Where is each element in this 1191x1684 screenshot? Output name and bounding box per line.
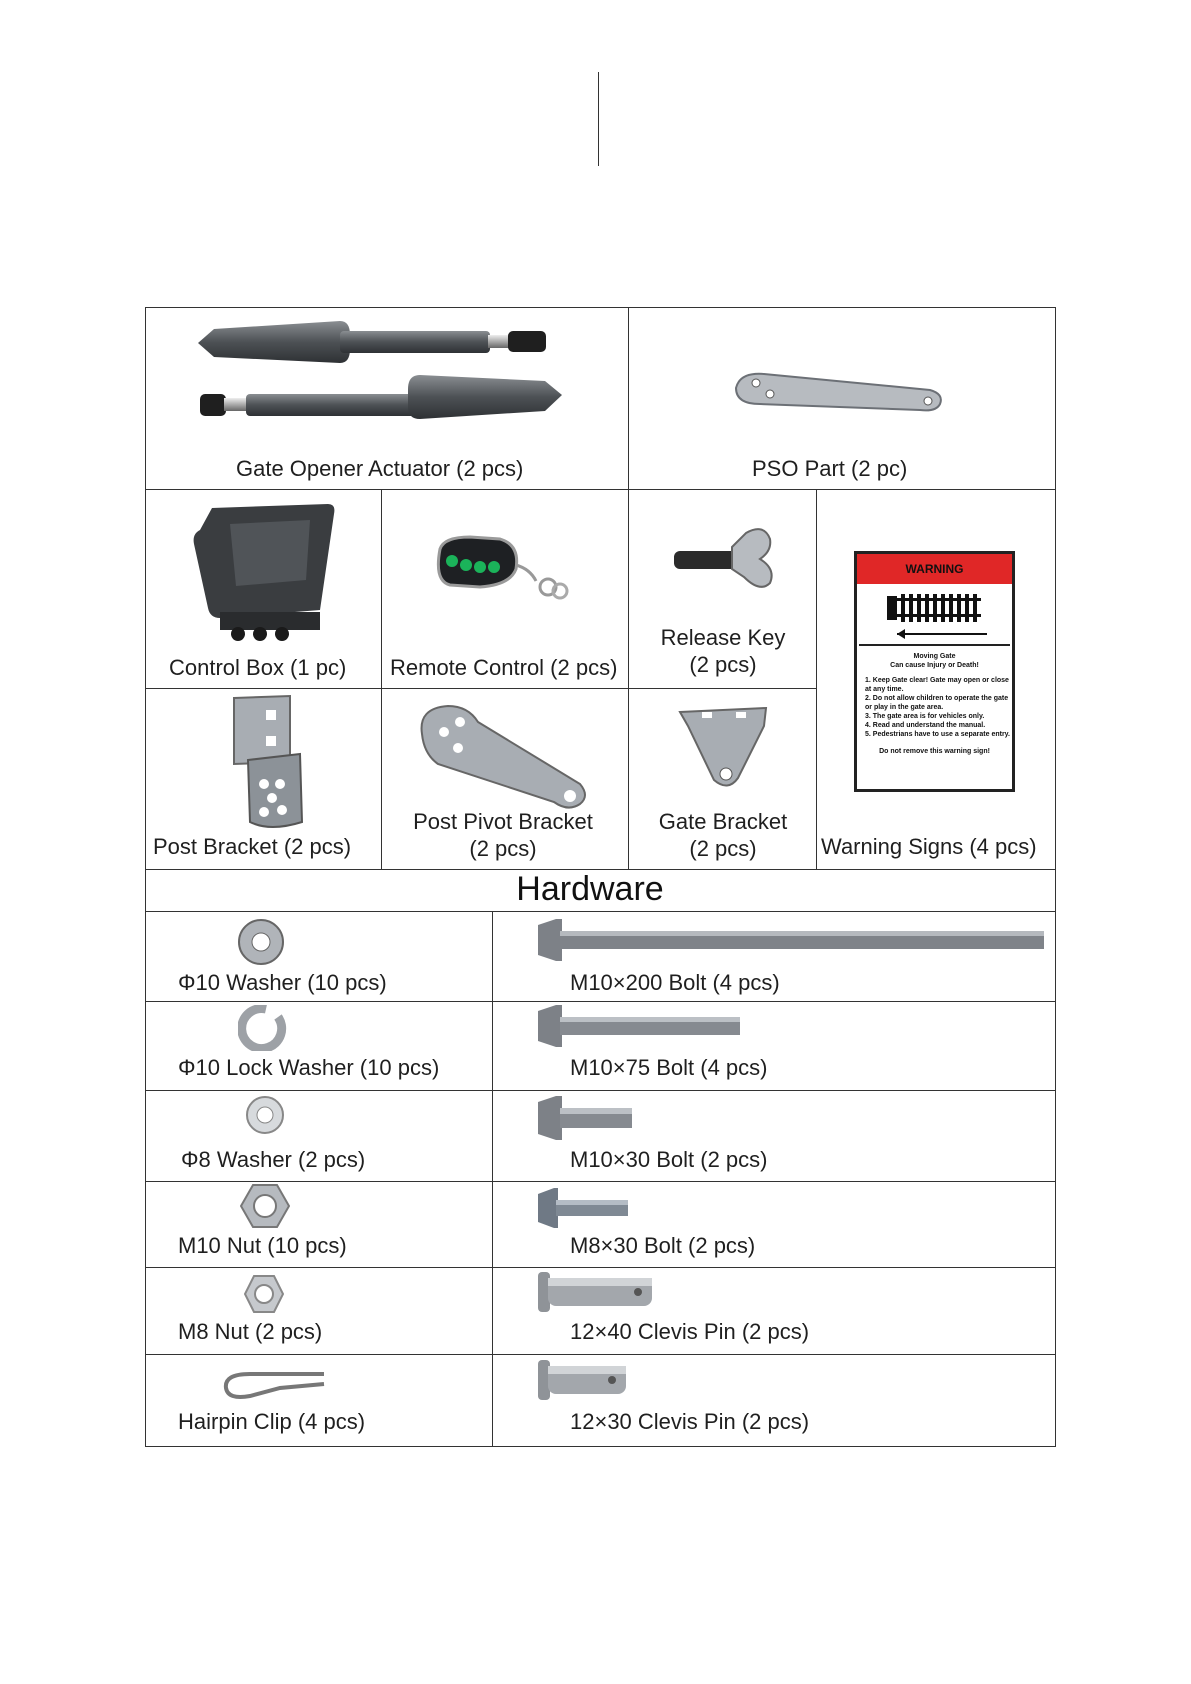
lock-washer-icon (238, 1005, 288, 1051)
bolt-m10-200-icon (536, 917, 1046, 963)
release-key-label: Release Key (2 pcs) (660, 625, 786, 677)
gate-bracket-image (676, 704, 772, 794)
hardware-left-label: Φ8 Washer (2 pcs) (181, 1147, 366, 1172)
washer-8-icon (244, 1094, 286, 1136)
control-box-image (190, 500, 340, 645)
hardware-left-label: M10 Nut (10 pcs) (178, 1233, 347, 1258)
hairpin-clip-icon (220, 1364, 330, 1404)
hardware-right-label: M10×75 Bolt (4 pcs) (570, 1055, 768, 1080)
warning-item: 4. Read and understand the manual. (865, 722, 986, 729)
warning-item: 2. Do not allow children to operate the gate or play in the gate area. (865, 695, 1009, 711)
warning-item: 5. Pedestrians have to use a separate entry. (865, 731, 1010, 738)
hardware-right-label: 12×30 Clevis Pin (2 pcs) (570, 1409, 810, 1434)
control-box-label: Control Box (1 pc) (169, 655, 347, 680)
hardware-left-label: Φ10 Washer (10 pcs) (178, 970, 387, 995)
warning-sign-subtitle: Can cause Injury or Death! (890, 662, 979, 669)
actuator-label: Gate Opener Actuator (2 pcs) (236, 456, 524, 481)
clevis-pin-12-40-icon (536, 1270, 654, 1314)
pso-part-image (730, 370, 950, 416)
pso-label: PSO Part (2 pc) (752, 456, 908, 481)
clevis-pin-12-30-icon (536, 1358, 628, 1402)
hardware-left-label: Φ10 Lock Washer (10 pcs) (178, 1055, 440, 1080)
warning-sign-header: WARNING (857, 554, 1012, 584)
gate-bracket-label: Gate Bracket (2 pcs) (658, 809, 788, 861)
post-bracket-image (230, 694, 310, 834)
warning-signs-label: Warning Signs (4 pcs) (821, 834, 1037, 859)
nut-m8-icon (244, 1274, 284, 1314)
bolt-m10-30-icon (536, 1094, 634, 1142)
post-bracket-label: Post Bracket (2 pcs) (153, 834, 352, 859)
hardware-title: Hardware (516, 870, 664, 908)
hardware-right-label: M10×30 Bolt (2 pcs) (570, 1147, 768, 1172)
warning-item: 1. Keep Gate clear! Gate may open or close at any time. (865, 677, 1009, 693)
warning-sign-title: Moving Gate (913, 653, 956, 660)
post-pivot-bracket-image (412, 704, 592, 814)
post-pivot-label: Post Pivot Bracket (2 pcs) (413, 809, 593, 861)
hardware-left-label: M8 Nut (2 pcs) (178, 1319, 323, 1344)
nut-m10-icon (240, 1182, 290, 1230)
washer-10-icon (236, 917, 286, 967)
remote-control-image (430, 535, 580, 605)
warning-sign-footer: Do not remove this warning sign! (879, 748, 990, 755)
hardware-right-label: M10×200 Bolt (4 pcs) (570, 970, 780, 995)
hardware-left-label: Hairpin Clip (4 pcs) (178, 1409, 366, 1434)
remote-label: Remote Control (2 pcs) (390, 655, 618, 680)
top-divider-line (598, 72, 599, 166)
warning-sign-image (854, 551, 1015, 792)
release-key-image (672, 525, 782, 593)
bolt-m10-75-icon (536, 1003, 742, 1049)
hardware-right-label: M8×30 Bolt (2 pcs) (570, 1233, 756, 1258)
bolt-m8-30-icon (536, 1186, 630, 1230)
actuator-image (190, 315, 580, 445)
hardware-right-label: 12×40 Clevis Pin (2 pcs) (570, 1319, 810, 1344)
gate-pictogram-icon (857, 584, 1012, 644)
warning-item: 3. The gate area is for vehicles only. (865, 713, 985, 720)
